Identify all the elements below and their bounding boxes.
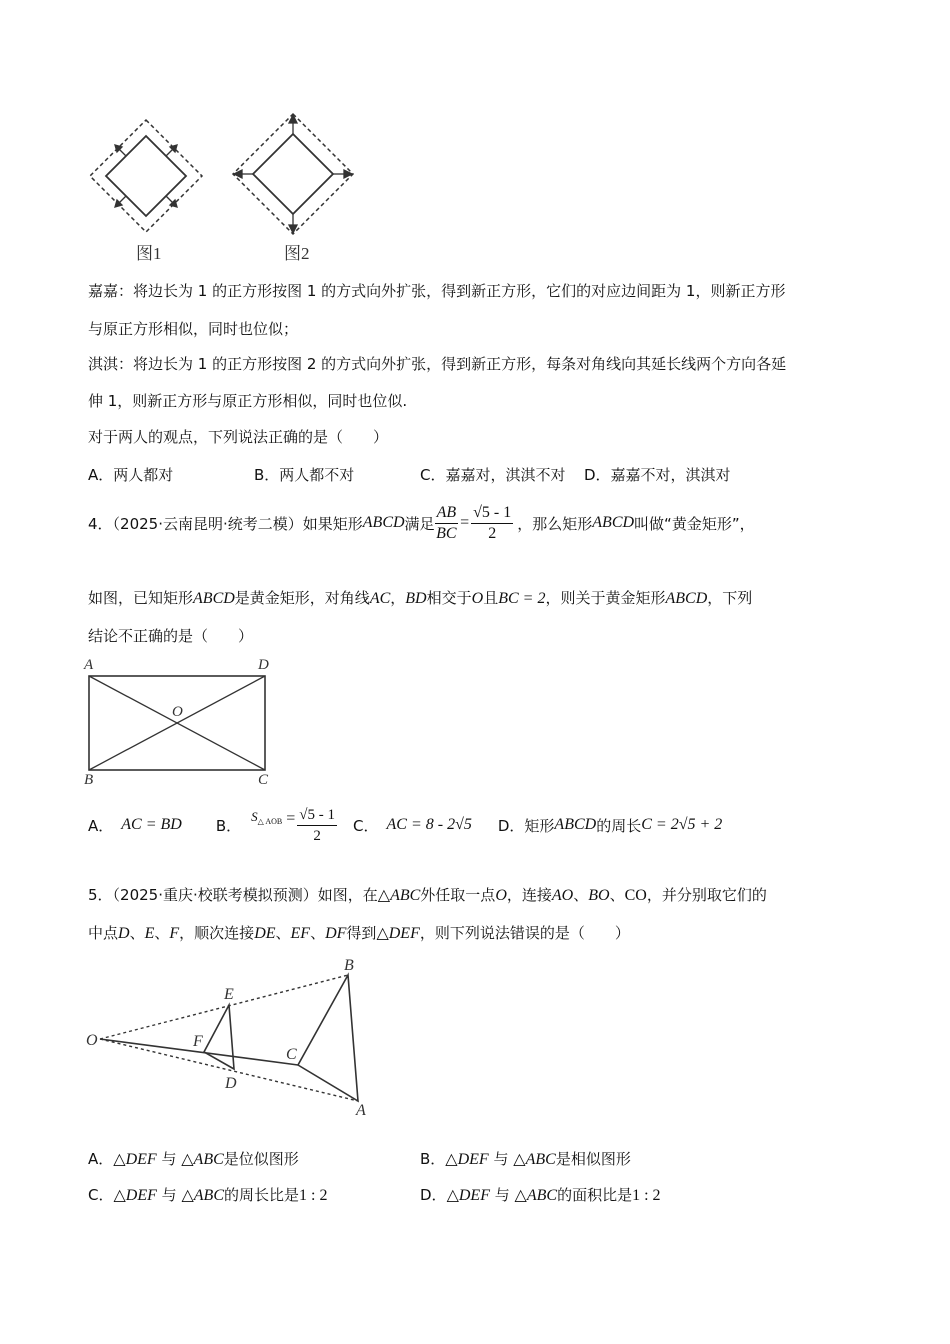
q3-option-c: C．嘉嘉对，淇淇不对 (420, 466, 566, 484)
q5-get: 得到 (346, 924, 377, 942)
q4-ratio-den: BC (436, 524, 457, 542)
q4-satisfies: 满足 (404, 514, 435, 533)
q4-mid: ，那么矩形 (517, 514, 593, 533)
q5-prefix: 5．（2025·重庆·校联考模拟预测）如图，在 (88, 886, 378, 904)
q5-sep-5: 、 (275, 924, 291, 942)
q5-sep-3: 、 (129, 924, 145, 942)
q4-line2-b: 是黄金矩形，对角线 (234, 589, 370, 607)
q5-option-c-label: C． (88, 1186, 114, 1204)
q4-golden-den: 2 (488, 524, 497, 542)
q4-option-b-den: 2 (313, 827, 321, 844)
q5-option-b-abc: △ABC (513, 1151, 556, 1168)
q5-option-d-ratio: 1 : 2 (632, 1187, 661, 1204)
q5-option-d-def: △DEF (446, 1187, 490, 1204)
q4-equals: = (460, 514, 470, 531)
q5-sep-2: 、 (609, 886, 625, 904)
q4-called: 叫做“黄金矩形”， (634, 514, 755, 533)
q5-e: E (144, 925, 155, 942)
q4-ratio-fraction (435, 503, 459, 544)
figure-2-caption: 图2 (284, 244, 310, 263)
q4-intersect: 相交于 (426, 589, 472, 607)
q5-option-b-def: △DEF (445, 1151, 489, 1168)
q5-line2 (88, 923, 630, 944)
q4-option-c-math: AC = 8 - 2√5 (386, 816, 472, 833)
q4-option-a-label: A． (88, 816, 114, 835)
q5-option-b (420, 1148, 631, 1169)
q4-about: ，则关于黄金矩形 (545, 589, 666, 607)
q3-option-a: A．两人都对 (88, 466, 174, 484)
q4-prefix: 4．（2025·云南昆明·统考二模）如果矩形 (88, 514, 363, 533)
q3-option-d: D．嘉嘉不对，淇淇对 (584, 466, 731, 484)
q5-df: DF (325, 925, 347, 942)
q4-options (88, 802, 722, 848)
qiqi-statement-line2: 伸 1，则新正方形与原正方形相似，同时也位似. (88, 392, 408, 410)
q4-ratio-num: AB (435, 503, 459, 524)
q4-option-b-num: √5 - 1 (297, 805, 337, 826)
q5-bo: BO (588, 887, 610, 904)
qiqi-statement-line1: 淇淇：将边长为 1 的正方形按图 2 的方式向外扩张，得到新正方形，每条对角线向其延长线两个方向各延 (88, 355, 787, 373)
q4-option-d-text: 的周长 (596, 816, 642, 835)
q4-abcd-3: ABCD (193, 590, 235, 607)
q5-option-d-with: 与 (494, 1186, 510, 1204)
q5-option-b-tail: 是相似图形 (555, 1150, 631, 1168)
q5-option-c-abc: △ABC (181, 1187, 224, 1204)
q4-ac: AC (369, 590, 391, 607)
q5-f: F (169, 925, 180, 942)
label-b: B (84, 772, 94, 788)
q4-comma: ， (390, 589, 406, 607)
q4-option-a-math: AC = BD (121, 816, 182, 833)
q5-tri-def: △DEF (376, 925, 420, 942)
figure-2 (233, 114, 353, 234)
label-c: C (286, 1046, 297, 1063)
label-f: F (193, 1033, 203, 1050)
label-o: O (86, 1032, 98, 1049)
q4-bd: BD (405, 590, 427, 607)
q4-option-b-eq: = (286, 810, 296, 827)
square-expansion-figures (84, 112, 364, 262)
jiajia-statement-line1: 嘉嘉：将边长为 1 的正方形按图 1 的方式向外扩张，得到新正方形，它们的对应边间距为 1，则新正方形 (88, 282, 786, 300)
q5-option-a (88, 1148, 299, 1169)
q5-ef: EF (290, 925, 311, 942)
label-a: A (356, 1102, 366, 1119)
q5-option-d (420, 1184, 661, 1205)
q4-option-b-s: S (251, 809, 258, 824)
golden-rectangle-figure (80, 654, 280, 788)
q5-outside: 外任取一点 (420, 886, 496, 904)
label-d: D (258, 657, 269, 673)
q4-option-d-math: C = 2√5 + 2 (641, 816, 723, 833)
q5-de: DE (254, 925, 276, 942)
q4-line3: 结论不正确的是（ ） (88, 627, 254, 645)
q4-option-b-fraction (297, 805, 337, 846)
q5-connect: ，连接 (506, 886, 552, 904)
label-e: E (224, 986, 234, 1003)
label-o: O (172, 704, 183, 720)
q5-tri-abc: △ABC (377, 887, 421, 904)
q5-line1 (88, 885, 767, 906)
q4-line1 (88, 498, 755, 548)
q4-line2 (88, 588, 752, 609)
q5-option-c-ratio: 1 : 2 (299, 1187, 328, 1204)
q5-option-a-def: △DEF (113, 1151, 157, 1168)
label-a: A (84, 657, 94, 673)
q5-sep-6: 、 (310, 924, 326, 942)
q4-bc-eq: BC = 2 (498, 590, 546, 607)
q5-option-a-abc: △ABC (181, 1151, 224, 1168)
q4-option-d-abcd: ABCD (554, 816, 597, 833)
q5-option-a-label: A． (88, 1150, 114, 1168)
q5-co: CO (624, 887, 647, 904)
q4-golden-fraction (471, 503, 513, 544)
q5-d: D (118, 925, 130, 942)
jiajia-statement-line2: 与原正方形相似，同时也位似； (88, 320, 299, 338)
q3-question: 对于两人的观点，下列说法正确的是（ ） (88, 428, 389, 446)
q5-option-c (88, 1184, 327, 1205)
q5-option-c-with: 与 (161, 1186, 177, 1204)
figure-1-caption: 图1 (136, 244, 162, 263)
q5-line2-a: 中点 (88, 924, 119, 942)
q5-option-d-tail: 的面积比是 (557, 1186, 633, 1204)
q5-option-c-tail: 的周长比是 (224, 1186, 300, 1204)
q4-golden-num: √5 - 1 (471, 503, 513, 524)
q4-abcd-1: ABCD (362, 514, 405, 531)
q4-o: O (471, 590, 484, 607)
q5-option-d-abc: △ABC (514, 1187, 558, 1204)
q5-ao: AO (551, 887, 574, 904)
q5-option-b-label: B． (420, 1150, 446, 1168)
q5-option-a-with: 与 (161, 1150, 177, 1168)
q4-line2-a: 如图，已知矩形 (88, 589, 194, 607)
label-d: D (225, 1075, 237, 1092)
q4-option-c-label: C． (353, 816, 379, 835)
q5-option-c-def: △DEF (113, 1187, 157, 1204)
q5-option-d-label: D． (420, 1186, 447, 1204)
q4-option-d-label: D．矩形 (497, 816, 555, 835)
label-c: C (258, 772, 269, 788)
label-b: B (344, 957, 354, 974)
q4-abcd-4: ABCD (665, 590, 708, 607)
q4-below: ，下列 (707, 589, 753, 607)
q5-sep-4: 、 (154, 924, 170, 942)
q3-option-b: B．两人都不对 (254, 466, 355, 484)
q4-and: 且 (483, 589, 499, 607)
figure-1 (90, 120, 202, 232)
q5-wrong: ，则下列说法错误的是（ ） (419, 924, 630, 942)
q4-abcd-2: ABCD (592, 514, 635, 531)
q4-option-b-sub: △ AOB (257, 816, 283, 826)
q5-take-mid: ，并分别取它们的 (646, 886, 767, 904)
q5-o: O (495, 887, 507, 904)
homothety-figure (80, 955, 380, 1120)
q5-sep-1: 、 (573, 886, 589, 904)
q4-option-b-label: B． (215, 816, 242, 835)
q5-option-b-with: 与 (493, 1150, 509, 1168)
q5-option-a-tail: 是位似图形 (223, 1150, 299, 1168)
q5-in-order: ，顺次连接 (179, 924, 255, 942)
